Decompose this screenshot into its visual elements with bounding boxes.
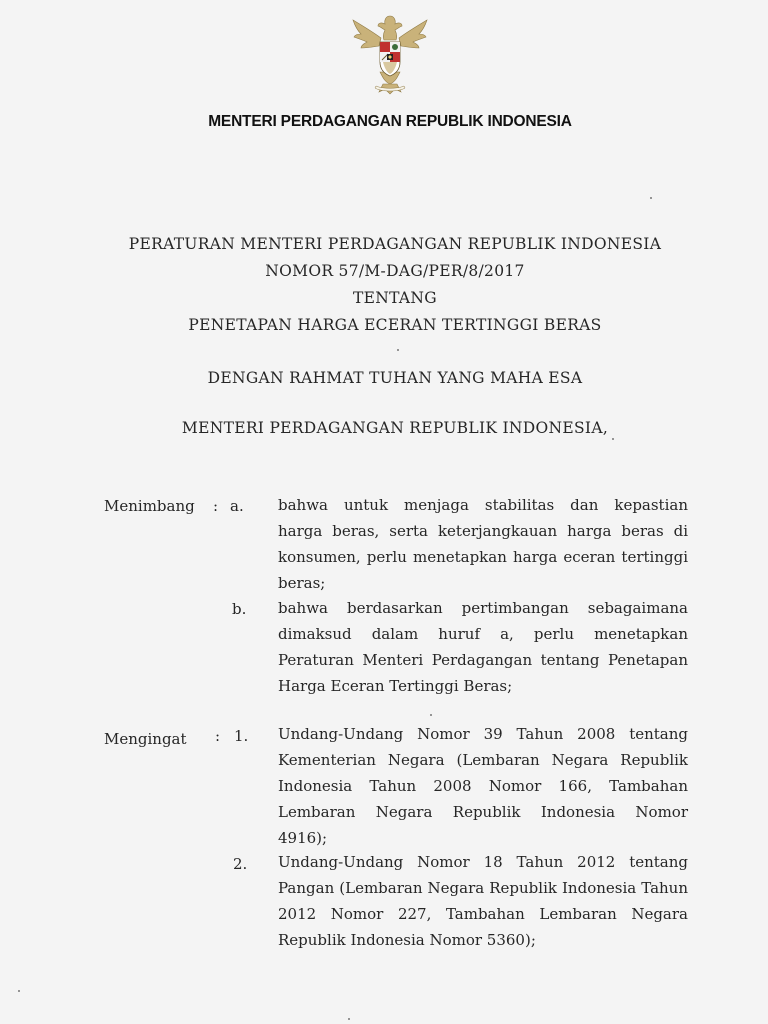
regulation-about-label: TENTANG: [353, 289, 437, 307]
text-line: Indonesia Tahun 2008 Nomor 166, Tambahan: [278, 777, 688, 795]
text-line: Pangan (Lembaran Negara Republik Indonesia Tahun: [278, 879, 688, 897]
text-line: Republik Indonesia Nomor 5360);: [278, 931, 536, 949]
text-line: 4916);: [278, 829, 328, 847]
text-line: bahwa untuk menjaga stabilitas dan kepastian: [278, 496, 688, 514]
text-line: dimaksud dalam huruf a, perlu menetapkan: [278, 625, 688, 643]
regulation-subject: PENETAPAN HARGA ECERAN TERTINGGI BERAS: [188, 316, 602, 334]
text-line: Harga Eceran Tertinggi Beras;: [278, 677, 513, 695]
scan-speck: [397, 349, 399, 351]
mengingat-item-marker: 2.: [233, 855, 248, 873]
mengingat-label: Mengingat: [104, 730, 187, 748]
text-line: konsumen, perlu menetapkan harga eceran tertinggi: [278, 548, 688, 566]
text-line: Lembaran Negara Republik Indonesia Nomor: [278, 803, 688, 821]
text-line: Undang-Undang Nomor 18 Tahun 2012 tentang: [278, 853, 688, 871]
mengingat-colon: :: [215, 727, 221, 745]
scan-speck: [18, 990, 20, 992]
text-line: harga beras, serta keterjangkauan harga beras di: [278, 522, 688, 540]
menimbang-item-b: [278, 595, 688, 699]
text-line: bahwa berdasarkan pertimbangan sebagaimana: [278, 599, 688, 617]
ministry-header: MENTERI PERDAGANGAN REPUBLIK INDONESIA: [208, 113, 572, 130]
text-line: beras;: [278, 574, 326, 592]
blessing-line: DENGAN RAHMAT TUHAN YANG MAHA ESA: [207, 369, 583, 387]
menimbang-item-a: [278, 492, 688, 596]
menimbang-colon: :: [213, 497, 219, 515]
mengingat-item-marker: 1.: [234, 727, 249, 745]
regulation-title: PERATURAN MENTERI PERDAGANGAN REPUBLIK INDONESIA: [128, 235, 662, 253]
text-line: 2012 Nomor 227, Tambahan Lembaran Negara: [278, 905, 688, 923]
menimbang-label: Menimbang: [104, 497, 195, 515]
mengingat-item-2: [278, 849, 688, 953]
menimbang-item-marker: a.: [230, 497, 244, 515]
scan-speck: [430, 714, 432, 716]
scan-speck: [612, 438, 614, 440]
garuda-emblem-icon: [345, 10, 435, 100]
scan-speck: [348, 1018, 350, 1020]
text-line: Peraturan Menteri Perdagangan tentang Penetapan: [278, 651, 688, 669]
menimbang-item-marker: b.: [232, 600, 247, 618]
authority-line: MENTERI PERDAGANGAN REPUBLIK INDONESIA,: [181, 419, 609, 437]
text-line: Kementerian Negara (Lembaran Negara Republik: [278, 751, 688, 769]
scan-speck: [650, 197, 652, 199]
regulation-number: NOMOR 57/M-DAG/PER/8/2017: [265, 262, 525, 280]
text-line: Undang-Undang Nomor 39 Tahun 2008 tentang: [278, 725, 688, 743]
mengingat-item-1: [278, 721, 688, 851]
